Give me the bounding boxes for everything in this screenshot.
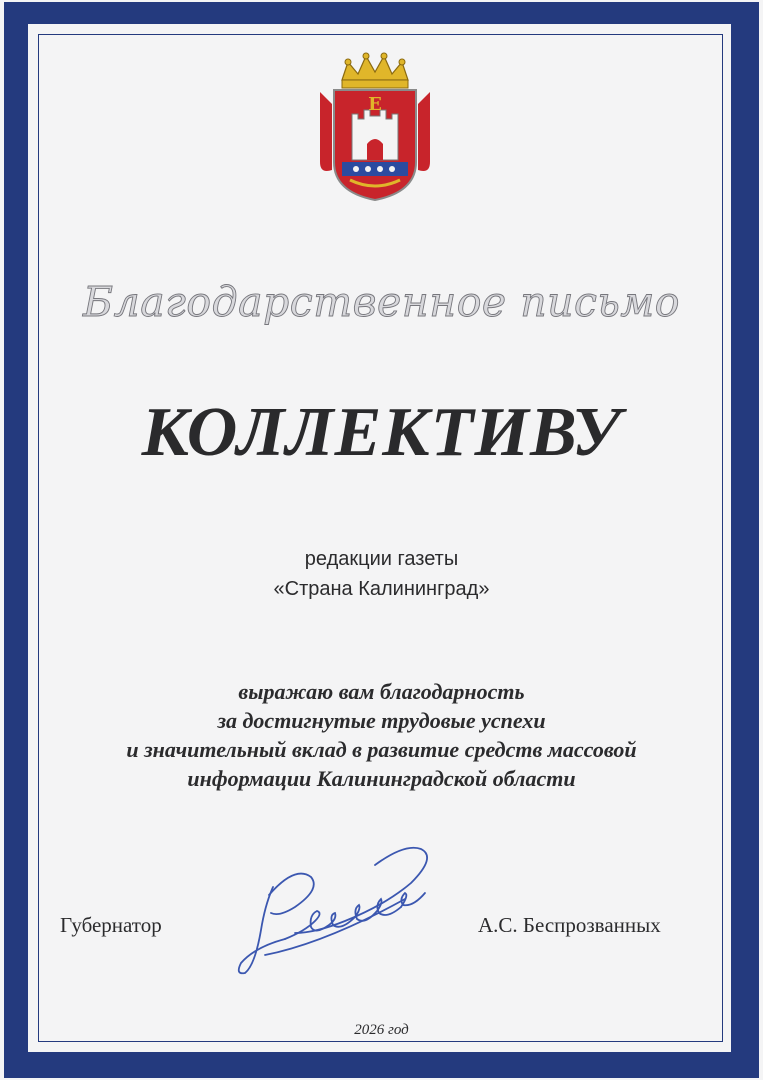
signatory-name: А.С. Беспрозванных (478, 913, 661, 937)
recipient-line: редакции газеты (304, 548, 459, 570)
signatory-title: Губернатор (60, 913, 162, 937)
coat-of-arms-icon (310, 52, 440, 202)
message-block (40, 677, 723, 793)
message-line: информации Калининградской области (187, 766, 576, 791)
signature-icon (225, 835, 450, 985)
letter-year: 2026 год (354, 1022, 409, 1038)
svg-text:E: E (368, 94, 382, 115)
message-line: и значительный вклад в развитие средств массовой (126, 737, 637, 762)
recipient-line: «Страна Калининград» (273, 578, 490, 600)
letter-headline: КОЛЛЕКТИВУ (141, 394, 622, 471)
recipient-block (40, 544, 723, 604)
message-line: за достигнутые трудовые успехи (217, 708, 546, 733)
message-line: выражаю вам благодарность (238, 679, 525, 704)
letter-title: Благодарственное письмо (83, 278, 680, 326)
